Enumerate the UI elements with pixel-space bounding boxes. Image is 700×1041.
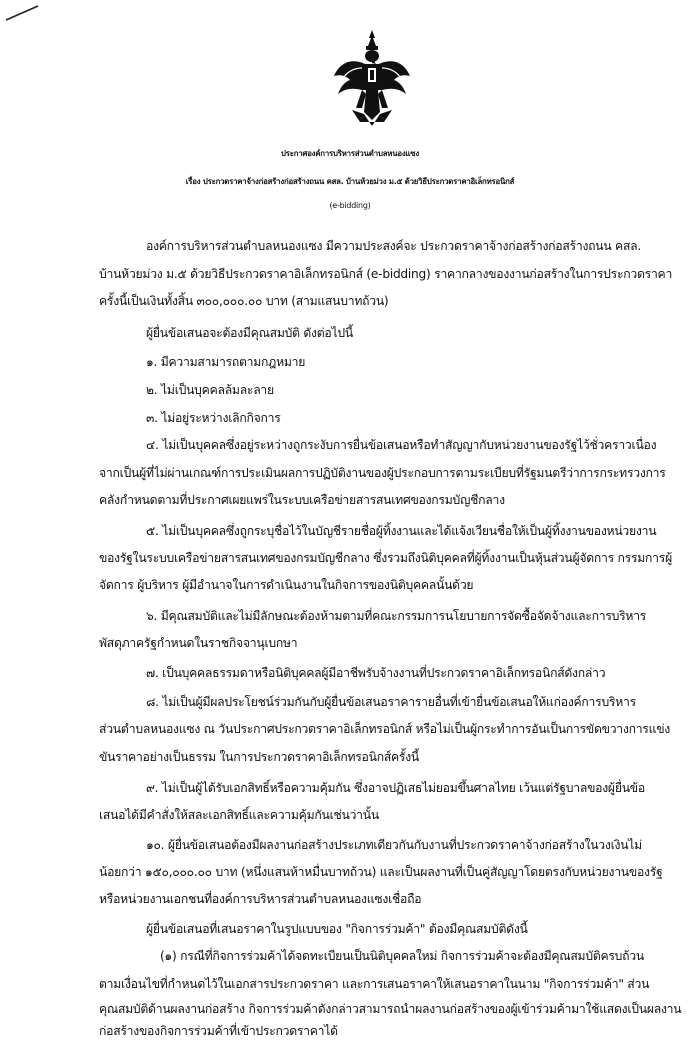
body-line: ๔. ไม่เป็นบุคคลซึ่งอยู่ระหว่างถูกระงับการยื่นข้อเสนอหรือทำสัญญากับหน่วยงานของรัฐไว้ชั่วคราวเนื่อง [146, 438, 657, 452]
body-line: พัสดุภาครัฐกำหนดในราชกิจจานุเบกษา [99, 636, 298, 650]
body-line: จากเป็นผู้ที่ไม่ผ่านเกณฑ์การประเมินผลการปฏิบัติงานของผู้ประกอบการตามระเบียบที่รัฐมนตรีว่าการกระทรวงการ [99, 466, 666, 480]
body-line: ๓. ไม่อยู่ระหว่างเลิกกิจการ [146, 411, 281, 425]
body-line: ตามเงื่อนไขที่กำหนดไว้ในเอกสารประกวดราคา และการเสนอราคาให้เสนอราคาในนาม "กิจการร่วมค้า" ส่วน [99, 977, 650, 991]
announcement-subject: เรื่อง ประกวดราคาจ้างก่อสร้างก่อสร้างถนน คสล. บ้านห้วยม่วง ม.๕ ด้วยวิธีประกวดราคาอิเล็กทรอนิกส์ [185, 177, 515, 186]
body-line: ๗. เป็นบุคคลธรรมดาหรือนิติบุคคลผู้มีอาชีพรับจ้างงานที่ประกวดราคาอิเล็กทรอนิกส์ดังกล่าว [146, 666, 606, 680]
body-line: บ้านห้วยม่วง ม.๕ ด้วยวิธีประกวดราคาอิเล็กทรอนิกส์ (e-bidding) ราคากลางของงานก่อสร้างในการประกวดราคา [99, 267, 673, 281]
pen-stroke-mark [4, 4, 44, 24]
body-line: คลังกำหนดตามที่ประกาศเผยแพร่ในระบบเครือข่ายสารสนเทศของกรมบัญชีกลาง [99, 493, 505, 507]
body-line: ของรัฐในระบบเครือข่ายสารสนเทศของกรมบัญชีกลาง ซึ่งรวมถึงนิติบุคคลที่ผู้ทิ้งงานเป็นหุ้นส่วนผู้จัดการ กรรมการผู้ [99, 551, 672, 565]
body-line: ๖. มีคุณสมบัติและไม่มีลักษณะต้องห้ามตามที่คณะกรรมการนโยบายการจัดซื้อจัดจ้างและการบริหาร [146, 609, 647, 623]
body-line: เสนอได้มีคำสั่งให้สละเอกสิทธิ์และความคุ้มกันเช่นว่านั้น [99, 808, 379, 822]
body-line: ๙. ไม่เป็นผู้ได้รับเอกสิทธิ์หรือความคุ้มกัน ซึ่งอาจปฏิเสธไม่ยอมขึ้นศาลไทย เว้นแต่รัฐบาลของผู้ยื่นข้อ [146, 781, 645, 795]
body-line: องค์การบริหารส่วนตำบลหนองแซง มีความประสงค์จะ ประกวดราคาจ้างก่อสร้างก่อสร้างถนน คสล. [146, 239, 641, 253]
body-line: ผู้ยื่นข้อเสนอที่เสนอราคาในรูปแบบของ "กิจการร่วมค้า" ต้องมีคุณสมบัติดังนี้ [146, 922, 528, 936]
body-line: จัดการ ผู้บริหาร ผู้มีอำนาจในการดำเนินงานในกิจการของนิติบุคคลนั้นด้วย [99, 578, 474, 592]
body-line: ๑๐. ผู้ยื่นข้อเสนอต้องมีผลงานก่อสร้างประเภทเดียวกันกับงานที่ประกวดราคาจ้างก่อสร้างในวงเงินไม่ [146, 838, 642, 852]
bidding-method: (e-bidding) [329, 201, 371, 210]
body-line: หรือหน่วยงานเอกชนที่องค์การบริหารส่วนตำบลหนองแซงเชื่อถือ [99, 892, 422, 906]
garuda-emblem-icon [332, 28, 412, 128]
body-line: ๕. ไม่เป็นบุคคลซึ่งถูกระบุชื่อไว้ในบัญชีรายชื่อผู้ทิ้งงานและได้แจ้งเวียนชื่อให้เป็นผู้ทิ้งงานของหน่วยงาน [146, 524, 657, 538]
body-line: ๘. ไม่เป็นผู้มีผลประโยชน์ร่วมกันกับผู้ยื่นข้อเสนอราคารายอื่นที่เข้ายื่นข้อเสนอให้แก่องค์การบริหาร [146, 695, 636, 709]
body-line: ก่อสร้างของกิจการร่วมค้าที่เข้าประกวดราคาได้ [99, 1024, 338, 1038]
body-line: ๑. มีความสามารถตามกฎหมาย [146, 355, 306, 369]
body-line: คุณสมบัติด้านผลงานก่อสร้าง กิจการร่วมค้าดังกล่าวสามารถนำผลงานก่อสร้างของผู้เข้าร่วมค้ามาใช้แสดงเป็นผลงาน [99, 1002, 682, 1016]
body-line: ครั้งนี้เป็นเงินทั้งสิ้น ๓๐๐,๐๐๐.๐๐ บาท (สามแสนบาทถ้วน) [99, 294, 389, 308]
body-line: (๑) กรณีที่กิจการร่วมค้าได้จดทะเบียนเป็นนิติบุคคลใหม่ กิจการร่วมค้าจะต้องมีคุณสมบัติครบถ้วน [160, 949, 644, 963]
body-line: ๒. ไม่เป็นบุคคลล้มละลาย [146, 383, 274, 397]
body-line: น้อยกว่า ๑๕๐,๐๐๐.๐๐ บาท (หนึ่งแสนห้าหมื่นบาทถ้วน) และเป็นผลงานที่เป็นคู่สัญญาโดยตรงกับหน่วยงานของรัฐ [99, 865, 663, 879]
body-line: ขันราคาอย่างเป็นธรรม ในการประกวดราคาอิเล็กทรอนิกส์ครั้งนี้ [99, 750, 419, 764]
body-line: ผู้ยื่นข้อเสนอจะต้องมีคุณสมบัติ ดังต่อไปนี้ [146, 326, 353, 340]
announcement-title: ประกาศองค์การบริหารส่วนตำบลหนองแซง [281, 149, 419, 158]
body-line: ส่วนตำบลหนองแซง ณ วันประกาศประกวดราคาอิเล็กทรอนิกส์ หรือไม่เป็นผู้กระทำการอันเป็นการขัดขวางการแข่ง [99, 722, 670, 736]
